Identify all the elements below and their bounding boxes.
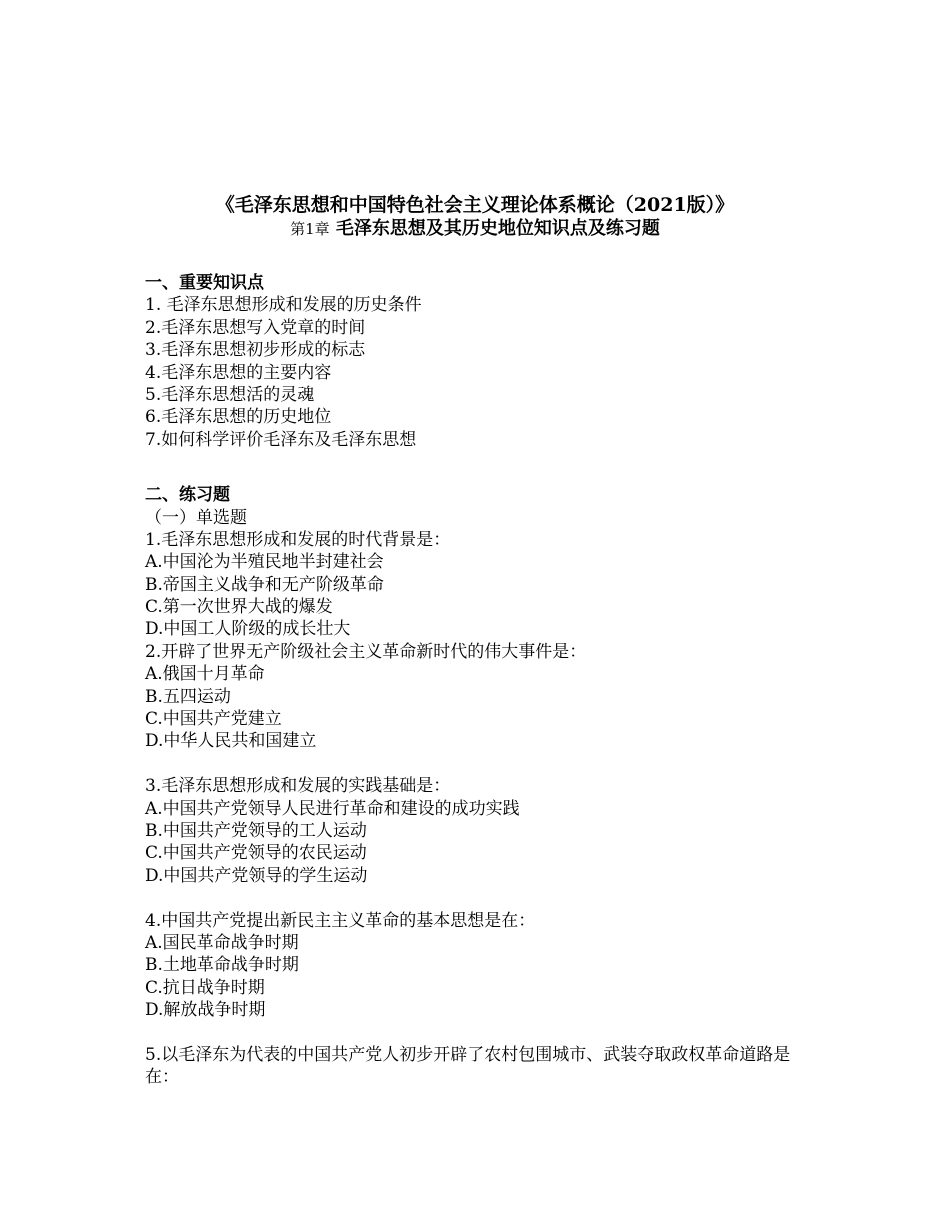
knowledge-item: 1. 毛泽东思想形成和发展的历史条件 xyxy=(145,295,422,316)
question-option: C.抗日战争时期 xyxy=(145,977,265,998)
subsection-heading: （一）单选题 xyxy=(145,507,247,528)
question-text: 5.以毛泽东为代表的中国共产党人初步开辟了农村包围城市、武装夺取政权革命道路是在： xyxy=(145,1044,791,1088)
question-option: D.解放战争时期 xyxy=(145,1000,266,1021)
question-option: A.中国共产党领导人民进行革命和建设的成功实践 xyxy=(145,798,520,819)
question-option: C.中国共产党建立 xyxy=(145,709,282,730)
question-text: 1.毛泽东思想形成和发展的时代背景是： xyxy=(145,529,451,550)
knowledge-item: 7.如何科学评价毛泽东及毛泽东思想 xyxy=(145,429,417,450)
question-option: B.五四运动 xyxy=(145,686,231,707)
chapter-title-text: 毛泽东思想及其历史地位知识点及练习题 xyxy=(329,218,660,239)
question-option: B.土地革命战争时期 xyxy=(145,955,299,976)
question-option: A.俄国十月革命 xyxy=(145,664,265,685)
question-option: C.中国共产党领导的农民运动 xyxy=(145,843,367,864)
knowledge-item: 6.毛泽东思想的历史地位 xyxy=(145,407,332,428)
chapter-label: 第1章 xyxy=(290,220,330,238)
question-text: 4.中国共产党提出新民主主义革命的基本思想是在： xyxy=(145,910,536,931)
document-body xyxy=(145,272,805,1089)
document-title: 《毛泽东思想和中国特色社会主义理论体系概论（2021版）》 xyxy=(215,194,735,216)
question-option: D.中国工人阶级的成长壮大 xyxy=(145,619,351,640)
question-option: A.中国沦为半殖民地半封建社会 xyxy=(145,552,384,573)
question-option: D.中华人民共和国建立 xyxy=(145,731,317,752)
question-text: 3.毛泽东思想形成和发展的实践基础是： xyxy=(145,776,451,797)
knowledge-item: 2.毛泽东思想写入党章的时间 xyxy=(145,317,366,338)
section-heading-exercises: 二、练习题 xyxy=(145,485,230,506)
question-option: B.中国共产党领导的工人运动 xyxy=(145,820,367,841)
question-option: C.第一次世界大战的爆发 xyxy=(145,597,333,618)
question-option: B.帝国主义战争和无产阶级革命 xyxy=(145,574,384,595)
question-text: 2.开辟了世界无产阶级社会主义革命新时代的伟大事件是： xyxy=(145,641,587,662)
question-option: A.国民革命战争时期 xyxy=(145,932,299,953)
knowledge-item: 5.毛泽东思想活的灵魂 xyxy=(145,384,315,405)
question-option: D.中国共产党领导的学生运动 xyxy=(145,865,368,886)
knowledge-item: 4.毛泽东思想的主要内容 xyxy=(145,362,332,383)
section-heading-knowledge: 一、重要知识点 xyxy=(145,273,264,293)
knowledge-item: 3.毛泽东思想初步形成的标志 xyxy=(145,340,366,361)
chapter-title xyxy=(0,217,950,241)
